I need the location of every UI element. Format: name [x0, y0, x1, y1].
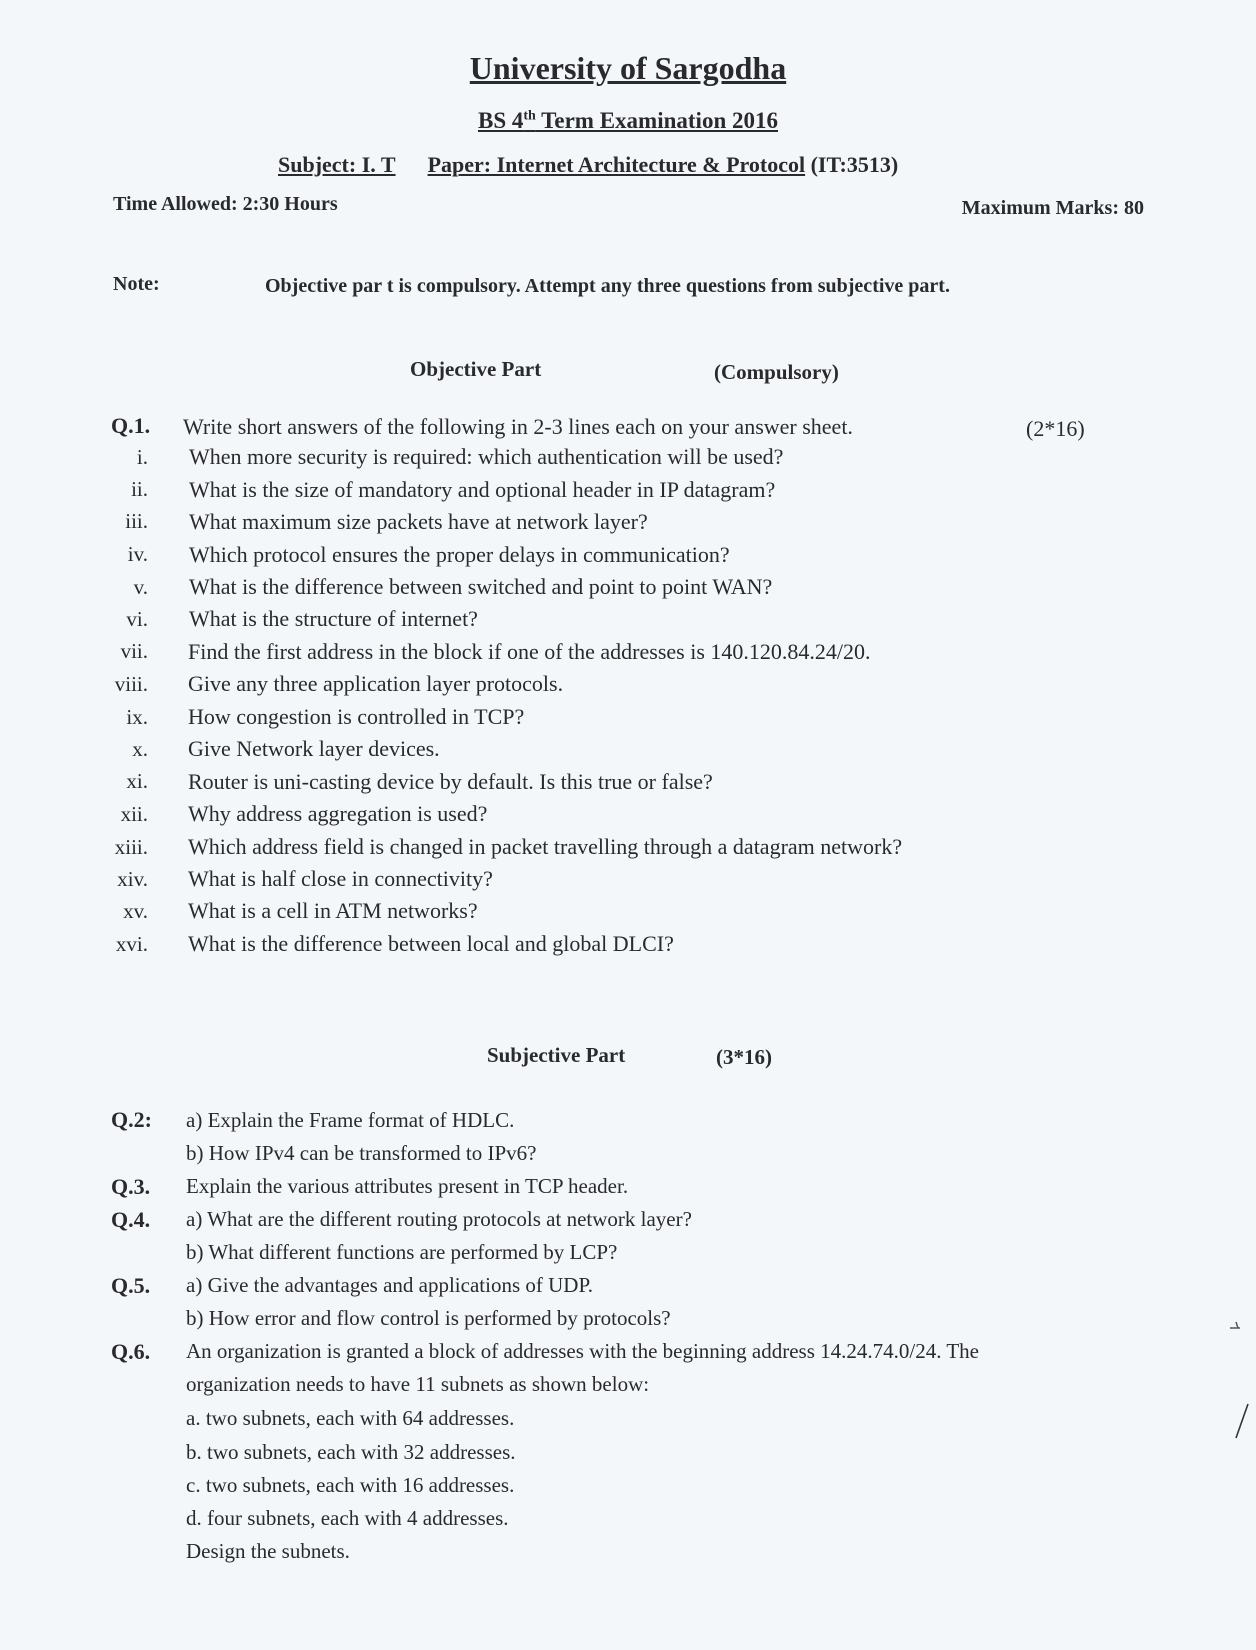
- item-text: Give Network layer devices.: [188, 736, 440, 761]
- q6-line: organization needs to have 11 subnets as shown below:: [186, 1372, 650, 1396]
- q6-line: Design the subnets.: [186, 1539, 350, 1563]
- q5-line: b) How error and flow control is performed by protocols?: [186, 1306, 671, 1330]
- q2-line: a) Explain the Frame format of HDLC.: [186, 1108, 515, 1132]
- q4-number: Q.4.: [111, 1207, 151, 1232]
- scan-mark-icon: [1226, 1318, 1246, 1334]
- item-text: What is the structure of internet?: [189, 606, 478, 631]
- subject-line: [278, 152, 898, 178]
- q2-number: Q.2:: [111, 1107, 152, 1132]
- q6-line: An organization is granted a block of addresses with the beginning address 14.24.74.0/24. The: [186, 1339, 979, 1363]
- note-text: Objective par t is compulsory. Attempt any three questions from subjective part.: [265, 275, 950, 297]
- item-number: xiii.: [114, 835, 148, 859]
- q1-number: Q.1.: [111, 413, 151, 438]
- item-text: Which protocol ensures the proper delays in communication?: [189, 542, 730, 567]
- q6-line: c. two subnets, each with 16 addresses.: [186, 1473, 515, 1497]
- subject: Subject: I. T: [278, 152, 396, 177]
- item-number: iii.: [125, 509, 148, 533]
- subjective-marks: (3*16): [716, 1045, 772, 1069]
- q4-line: a) What are the different routing protocols at network layer?: [186, 1207, 692, 1231]
- exam-title-prefix: BS 4: [477, 108, 524, 133]
- item-number: i.: [136, 445, 148, 469]
- item-text: What is a cell in ATM networks?: [188, 898, 478, 923]
- item-number: viii.: [114, 672, 148, 696]
- item-text: Router is uni-casting device by default. Is this true or false?: [188, 769, 713, 794]
- q1-marks: (2*16): [1026, 416, 1085, 441]
- paper-title: Paper: Internet Architecture & Protocol: [427, 152, 806, 177]
- exam-title-suffix: Term Examination 2016: [535, 108, 778, 133]
- objective-compulsory: (Compulsory): [714, 360, 839, 384]
- q6-line: d. four subnets, each with 4 addresses.: [186, 1506, 509, 1530]
- university-title: University of Sargodha: [469, 50, 787, 86]
- paper-code: (IT:3513): [805, 152, 899, 177]
- item-text: What is the difference between switched and point to point WAN?: [189, 574, 773, 599]
- q6-number: Q.6.: [111, 1339, 151, 1364]
- item-text: How congestion is controlled in TCP?: [188, 704, 525, 729]
- time-allowed: Time Allowed: 2:30 Hours: [113, 193, 338, 215]
- pen-stroke-icon: [1232, 1402, 1252, 1442]
- objective-heading: Objective Part: [410, 357, 542, 381]
- item-number: iv.: [127, 542, 148, 566]
- exam-title-sup: th: [523, 108, 536, 124]
- item-text: Give any three application layer protocols.: [188, 671, 564, 696]
- item-number: vi.: [126, 607, 148, 631]
- item-number: xiv.: [117, 867, 148, 891]
- item-text: What maximum size packets have at network layer?: [189, 509, 648, 534]
- item-number: x.: [132, 737, 148, 761]
- q6-line: a. two subnets, each with 64 addresses.: [186, 1406, 515, 1430]
- item-number: xii.: [120, 802, 148, 826]
- item-text: Why address aggregation is used?: [188, 801, 488, 826]
- item-number: ix.: [126, 705, 148, 729]
- item-text: What is the difference between local and global DLCI?: [188, 931, 674, 956]
- subjective-heading: Subjective Part: [487, 1043, 626, 1067]
- item-number: xvi.: [115, 932, 148, 956]
- item-text: What is the size of mandatory and optional header in IP datagram?: [189, 477, 776, 502]
- item-number: ii.: [131, 477, 148, 501]
- q2-line: b) How IPv4 can be transformed to IPv6?: [186, 1141, 537, 1165]
- item-number: vii.: [120, 639, 148, 663]
- q1-text: Write short answers of the following in 2-3 lines each on your answer sheet.: [183, 414, 853, 439]
- q4-line: b) What different functions are performed by LCP?: [186, 1240, 618, 1264]
- item-number: xi.: [126, 769, 148, 793]
- q3-number: Q.3.: [111, 1174, 151, 1199]
- item-text: Find the first address in the block if one of the addresses is 140.120.84.24/20.: [188, 639, 871, 664]
- q3-line: Explain the various attributes present in TCP header.: [186, 1174, 629, 1198]
- item-number: xv.: [123, 899, 148, 923]
- q5-number: Q.5.: [111, 1273, 151, 1298]
- q5-line: a) Give the advantages and applications of UDP.: [186, 1273, 594, 1297]
- item-number: v.: [133, 575, 148, 599]
- note-label: Note:: [113, 273, 160, 295]
- item-text: What is half close in connectivity?: [188, 866, 493, 891]
- exam-title: [0, 108, 1256, 134]
- item-text: When more security is required: which authentication will be used?: [189, 444, 784, 469]
- maximum-marks: Maximum Marks: 80: [961, 197, 1144, 219]
- q6-line: b. two subnets, each with 32 addresses.: [186, 1440, 516, 1464]
- item-text: Which address field is changed in packet travelling through a datagram network?: [188, 834, 903, 859]
